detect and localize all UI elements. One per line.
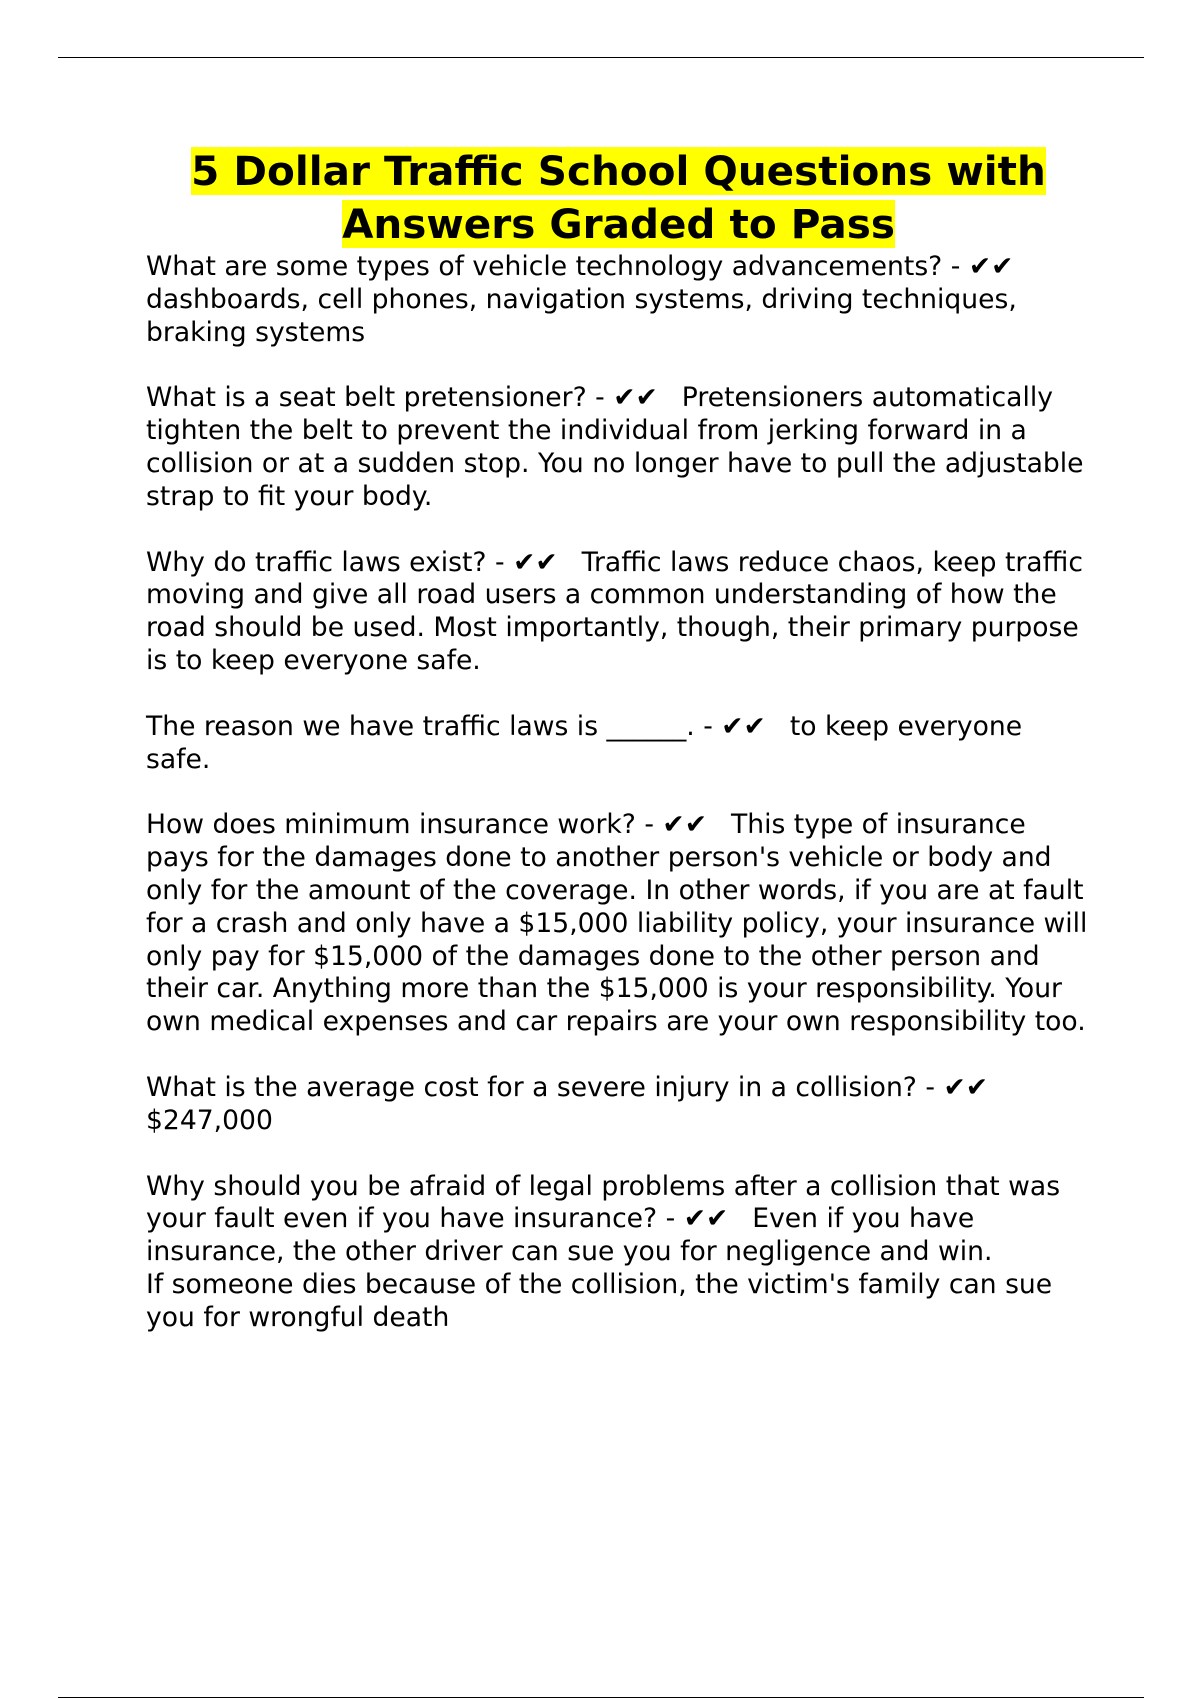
question-text: What is a seat belt pretensioner? -	[146, 382, 605, 414]
answer-text: Traffic laws reduce chaos, keep traffic moving and give all road users a common understanding of how the road should be used. Most importantly, though, their primary purpose is to keep everyone safe.	[146, 546, 1083, 676]
answer-text: to keep everyone safe.	[146, 710, 1023, 775]
qa-item	[146, 547, 1091, 678]
document-body	[146, 145, 1091, 1368]
qa-item	[146, 382, 1091, 513]
answer-text: dashboards, cell phones, navigation systems, driving techniques, braking systems	[146, 283, 1017, 348]
answer-text: This type of insurance pays for the damages done to another person's vehicle or body and only for the amount of the coverage. In other words, if you are at fault for a crash and only have a $15,000 liability policy, your insurance will only pay for $15,000 of the damages done to the other person and their car. Anything more than the $15,000 is your responsibility. Your own medical expenses and car repairs are your own responsibility too.	[146, 809, 1088, 1038]
qa-item	[146, 809, 1091, 1039]
answer-text: Even if you have insurance, the other driver can sue you for negligence and win.	[146, 1203, 993, 1268]
document-title-highlight: 5 Dollar Traffic School Questions with Answers Graded to Pass	[191, 147, 1046, 248]
qa-item	[146, 1171, 1091, 1335]
check-mark-icon: ✔✔	[513, 546, 558, 578]
answer-text: $247,000	[146, 1104, 273, 1136]
header-rule	[58, 57, 1144, 58]
answer-text: Pretensioners automatically tighten the belt to prevent the individual from jerking forward in a collision or at a sudden stop. You no longer have to pull the adjustable strap to fit your body.	[146, 382, 1084, 512]
check-mark-icon: ✔✔	[683, 1203, 729, 1235]
qa-item	[146, 251, 1091, 349]
question-text: Why do traffic laws exist? -	[146, 546, 505, 578]
document-title	[146, 145, 1091, 251]
question-text: Why should you be afraid of legal problems after a collision that was your fault even if you have insurance? -	[146, 1170, 1061, 1235]
check-mark-icon: ✔✔	[721, 710, 766, 742]
check-mark-icon: ✔✔	[943, 1071, 989, 1103]
footer-rule	[58, 1697, 1144, 1698]
check-mark-icon: ✔✔	[662, 809, 707, 841]
question-text: What are some types of vehicle technology advancements? -	[146, 251, 961, 282]
question-text: How does minimum insurance work? -	[146, 809, 654, 841]
check-mark-icon: ✔✔	[613, 382, 658, 414]
check-mark-icon: ✔✔	[968, 251, 1014, 282]
qa-list	[146, 251, 1091, 1335]
question-text: The reason we have traffic laws is ______. -	[146, 710, 713, 742]
question-text: What is the average cost for a severe injury in a collision? -	[146, 1071, 935, 1103]
qa-item	[146, 711, 1091, 777]
qa-item	[146, 1072, 1091, 1138]
answer-text-extra: If someone dies because of the collision, the victim's family can sue you for wrongful death	[146, 1268, 1053, 1333]
